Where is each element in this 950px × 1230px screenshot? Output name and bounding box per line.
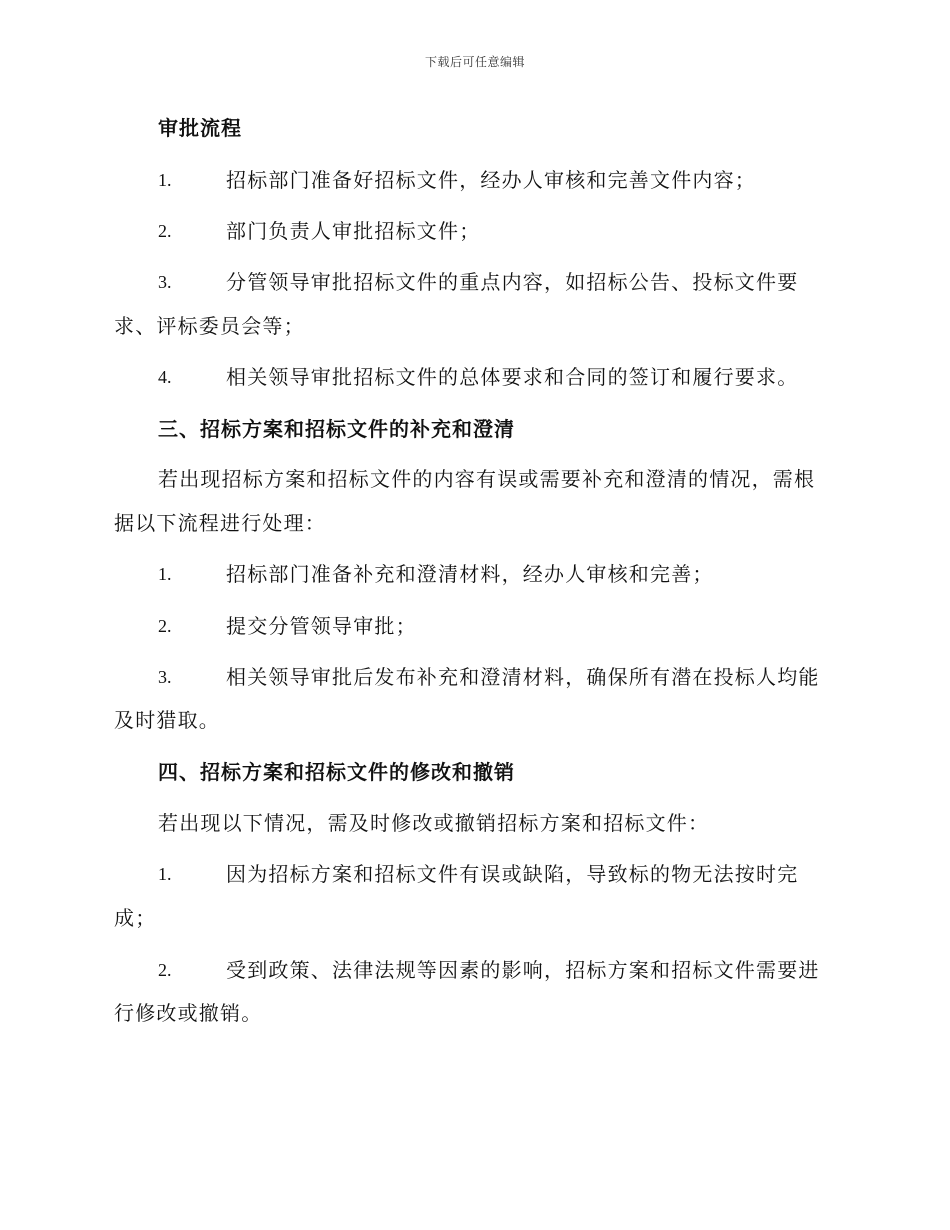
list-number: 2.	[158, 221, 172, 241]
list-item-text: 分管领导审批招标文件的重点内容，如招标公告、投标文件要	[226, 270, 799, 294]
list-item-text: 提交分管领导审批；	[226, 614, 417, 638]
list-number: 3.	[158, 272, 172, 292]
list-number: 4.	[158, 367, 172, 387]
page-header-note: 下载后可任意编辑	[424, 55, 525, 69]
list-item-continuation: 及时猎取。	[114, 708, 220, 732]
list-item-text: 相关领导审批后发布补充和澄清材料，确保所有潜在投标人均能	[226, 665, 820, 689]
list-number: 2.	[158, 616, 172, 636]
list-item-text: 受到政策、法律法规等因素的影响，招标方案和招标文件需要进	[226, 958, 820, 982]
section-heading-supplement: 三、招标方案和招标文件的补充和澄清	[158, 417, 515, 441]
list-item-text: 部门负责人审批招标文件；	[226, 219, 481, 243]
list-number: 1.	[158, 564, 172, 584]
list-number: 1.	[158, 864, 172, 884]
section-heading-approval: 审批流程	[158, 116, 242, 140]
list-item-continuation: 行修改或撤销。	[114, 1001, 263, 1025]
list-item-text: 相关领导审批招标文件的总体要求和合同的签订和履行要求。	[226, 365, 799, 389]
list-number: 1.	[158, 170, 172, 190]
paragraph-line: 若出现以下情况，需及时修改或撤销招标方案和招标文件：	[158, 811, 710, 835]
list-item-text: 因为招标方案和招标文件有误或缺陷，导致标的物无法按时完	[226, 862, 799, 886]
list-item-continuation: 成；	[114, 906, 157, 930]
list-number: 3.	[158, 667, 172, 687]
list-number: 2.	[158, 960, 172, 980]
paragraph-line: 若出现招标方案和招标文件的内容有误或需要补充和澄清的情况，需根	[158, 467, 816, 491]
list-item-text: 招标部门准备好招标文件，经办人审核和完善文件内容；	[226, 168, 756, 192]
list-item-continuation: 求、评标委员会等；	[114, 314, 305, 338]
list-item-text: 招标部门准备补充和澄清材料，经办人审核和完善；	[226, 562, 714, 586]
paragraph-line: 据以下流程进行处理：	[114, 511, 326, 535]
section-heading-modify: 四、招标方案和招标文件的修改和撤销	[158, 760, 515, 784]
